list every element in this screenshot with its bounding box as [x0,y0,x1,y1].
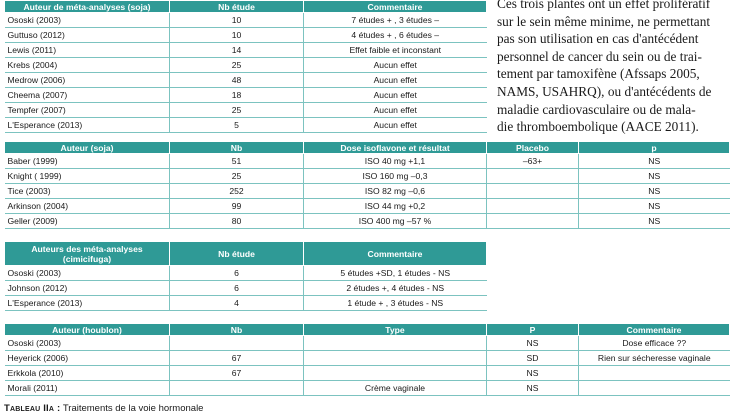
table-row [5,266,487,281]
column-header: Nb [170,142,304,154]
table-row [5,381,730,396]
table-cell [304,336,487,351]
table-cell: 25 [170,58,304,73]
table-cell: NS [579,154,730,169]
table-row [5,199,730,214]
table-cell: NS [579,214,730,229]
table-cell: Guttuso (2012) [5,28,170,43]
table-cell: ISO 400 mg –57 % [304,214,487,229]
body-line: Ces trois plantes ont un effet prolifératif [497,0,711,11]
column-header: Type [304,324,487,336]
table-cell: NS [579,199,730,214]
table-cell: Lewis (2011) [5,43,170,58]
body-paragraph [497,0,735,136]
table-cell: SD [487,351,579,366]
table-cell [579,381,730,396]
body-line: NAMS, USAHRQ), ou d'antécédents de [497,83,712,99]
table-header-row [5,1,487,13]
column-header: Commentaire [304,242,487,266]
table-cell: 67 [170,351,304,366]
table-row [5,281,487,296]
table-cell: 1 étude + , 3 études - NS [304,296,487,311]
table-cell: Geller (2009) [5,214,170,229]
table-row [5,28,487,43]
table-row [5,184,730,199]
table-cell: 25 [170,103,304,118]
body-line: personnel de cancer du sein ou de trai- [497,48,702,64]
table-cell: Aucun effet [304,58,487,73]
table-cell: Knight ( 1999) [5,169,170,184]
table-row [5,169,730,184]
table-cell: 48 [170,73,304,88]
table-cell: Heyerick (2006) [5,351,170,366]
table-houblon [4,323,730,396]
caption-label: Tableau IIa : [4,403,61,414]
table-cell: L'Esperance (2013) [5,296,170,311]
table-cell [304,366,487,381]
column-header: Nb étude [170,1,304,13]
table-cell: ISO 82 mg –0,6 [304,184,487,199]
table-cell: Aucun effet [304,103,487,118]
table-row [5,43,487,58]
table-cell [487,214,579,229]
table-cell: 67 [170,366,304,381]
table-row [5,296,487,311]
table-cell: ISO 40 mg +1,1 [304,154,487,169]
column-header: Commentaire [304,1,487,13]
column-header: p [579,142,730,154]
table-cell: Effet faible et inconstant [304,43,487,58]
table-cell: Tempfer (2007) [5,103,170,118]
table-cell: 99 [170,199,304,214]
table-row [5,154,730,169]
table-cell: Arkinson (2004) [5,199,170,214]
body-line: maladie cardiovasculaire ou de mala- [497,101,696,117]
column-header: Nb étude [170,242,304,266]
table-cell: 5 [170,118,304,133]
table-header-row [5,242,487,266]
column-header: Dose isoflavone et résultat [304,142,487,154]
table-cell: Morali (2011) [5,381,170,396]
table-cell: 10 [170,28,304,43]
table-cell: 14 [170,43,304,58]
table-cell: Medrow (2006) [5,73,170,88]
table-cell: 51 [170,154,304,169]
table-cell [170,336,304,351]
table-cell [304,351,487,366]
table-row [5,366,730,381]
table-cell: Ososki (2003) [5,266,170,281]
table-row [5,88,487,103]
column-header: Auteur (soja) [5,142,170,154]
table-soja [4,141,730,229]
table-header-row [5,142,730,154]
column-header: Auteurs des méta-analyses (cimicifuga) [5,242,170,266]
table-cell: NS [579,169,730,184]
table-cell: Ososki (2003) [5,336,170,351]
table-row [5,103,487,118]
body-line: die thromboembolique (AACE 2011). [497,119,699,135]
table-row [5,351,730,366]
column-header: Auteur (houblon) [5,324,170,336]
table-cell: Johnson (2012) [5,281,170,296]
table-cell: Aucun effet [304,118,487,133]
table-caption [4,403,203,414]
table-cell: 6 [170,266,304,281]
caption-text: Traitements de la voie hormonale [60,403,204,414]
table-cell [170,381,304,396]
table-cell: ISO 160 mg –0,3 [304,169,487,184]
column-header: Placebo [487,142,579,154]
table-soja-meta-analyses [4,0,487,133]
table-cell: 4 [170,296,304,311]
table-cell: 18 [170,88,304,103]
table-cell: 80 [170,214,304,229]
table-header-row [5,324,730,336]
table-cell: NS [487,336,579,351]
table-cell: Erkkola (2010) [5,366,170,381]
table-cell: Cheema (2007) [5,88,170,103]
table-cell: ISO 44 mg +0,2 [304,199,487,214]
table-cell: Dose efficace ?? [579,336,730,351]
table-cell: 2 études +, 4 études - NS [304,281,487,296]
table-cell: NS [579,184,730,199]
table-cell: Baber (1999) [5,154,170,169]
table-cell: Aucun effet [304,73,487,88]
table-cell: NS [487,366,579,381]
table-cell: 4 études + , 6 études – [304,28,487,43]
table-cell [487,199,579,214]
body-line: tement par tamoxifène (Afssaps 2005, [497,66,700,82]
table-cell: 10 [170,13,304,28]
table-cell: Rien sur sécheresse vaginale [579,351,730,366]
column-header: Nb [170,324,304,336]
table-cell: 25 [170,169,304,184]
table-row [5,118,487,133]
table-cell: 6 [170,281,304,296]
column-header: P [487,324,579,336]
table-cimicifuga [4,241,487,311]
table-cell [579,366,730,381]
table-row [5,13,487,28]
table-row [5,214,730,229]
table-cell: Krebs (2004) [5,58,170,73]
table-cell: Ososki (2003) [5,13,170,28]
table-cell: –63+ [487,154,579,169]
table-cell [487,184,579,199]
table-row [5,73,487,88]
body-line: sur le sein même minime, ne permettant [497,13,711,29]
table-cell: Aucun effet [304,88,487,103]
table-cell: Crème vaginale [304,381,487,396]
table-cell [487,169,579,184]
table-cell: Tice (2003) [5,184,170,199]
table-row [5,58,487,73]
body-line: pas son utilisation en cas d'antécédent [497,31,699,47]
column-header: Commentaire [579,324,730,336]
table-row [5,336,730,351]
table-cell: NS [487,381,579,396]
column-header: Auteur de méta-analyses (soja) [5,1,170,13]
table-cell: L'Esperance (2013) [5,118,170,133]
table-cell: 7 études + , 3 études – [304,13,487,28]
table-cell: 5 études +SD, 1 études - NS [304,266,487,281]
table-cell: 252 [170,184,304,199]
